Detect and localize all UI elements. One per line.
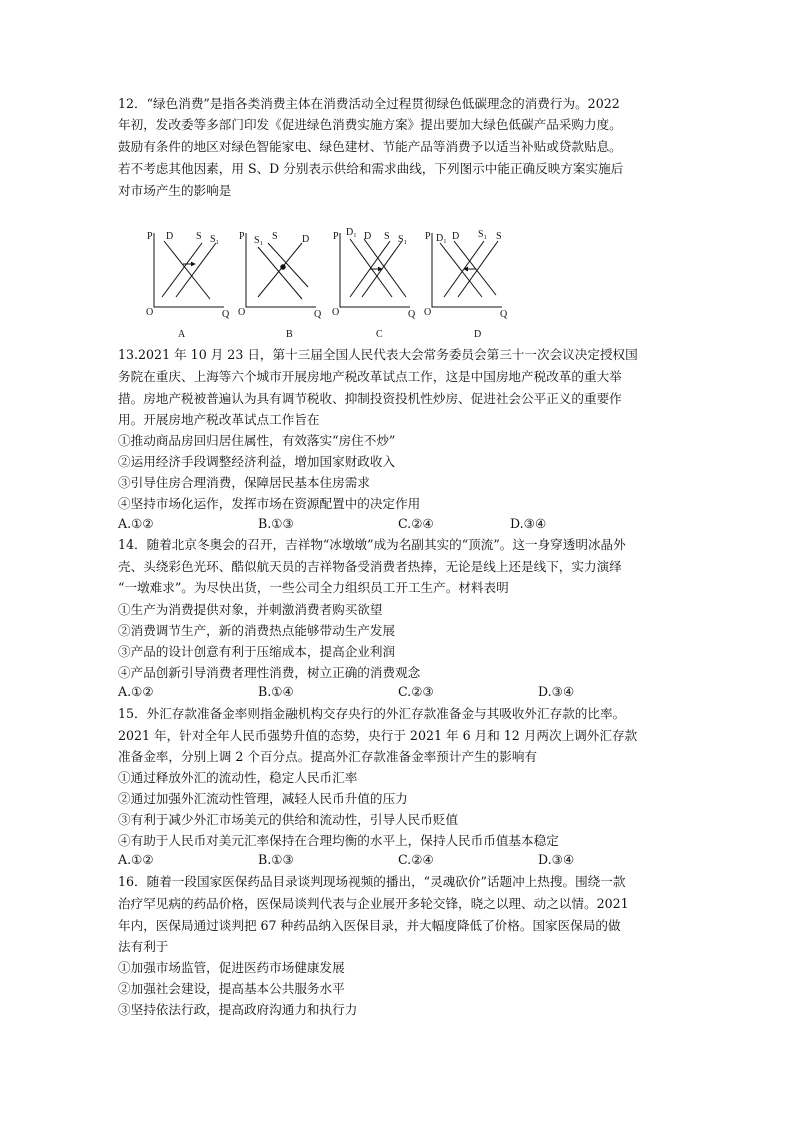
graph-c-curve-label: S₁: [398, 234, 408, 245]
question-16-line: 年内，医保局通过谈判把 67 种药品纳入医保目录，并大幅度降低了价格。国家医保局的做: [118, 918, 621, 933]
question-13-option-d: D.③④: [510, 516, 547, 531]
graph-c-q-label: Q: [408, 309, 416, 320]
graph-c-caption: C: [376, 329, 383, 340]
question-15-line: 2021 年，针对全年人民币强势升值的态势，央行于 2021 年 6 月和 12 月两次上调外汇存款: [118, 728, 638, 743]
question-15-line: 准备金率，分别上调 2 个百分点。提高外汇存款准备金率预计产生的影响有: [118, 749, 538, 764]
graph-d-o-label: O: [424, 307, 432, 318]
graph-a-curve-label: D: [166, 231, 174, 242]
graph-b-p-label: P: [239, 231, 245, 242]
graph-d-axes: [432, 233, 502, 307]
question-15-option-d: D.③④: [538, 852, 575, 867]
question-12-line: 对市场产生的影响是: [118, 183, 232, 198]
graph-a-demand-curve: [164, 241, 210, 299]
question-15-option-b: B.①③: [258, 852, 294, 867]
graph-d-demand-curve: [454, 241, 496, 295]
graph-b-labels: [238, 231, 322, 340]
graph-d-caption: D: [474, 329, 482, 340]
question-14-option-c: C.②③: [398, 684, 434, 699]
question-14-line: 壳、头绕彩色光环、酷似航天员的吉祥物备受消费者热捧，无论是线上还是线下，实力演绎: [118, 559, 622, 574]
graph-d-curve-label: S: [496, 231, 502, 242]
question-14-option-d: D.③④: [538, 684, 575, 699]
graph-d-demand-curve-new: [440, 243, 482, 297]
question-13-statement: ④坚持市场化运作，发挥市场在资源配置中的决定作用: [118, 496, 421, 511]
graph-d-curve-label: S₁: [478, 229, 488, 240]
graph-b-curve-label: S₁: [254, 235, 264, 246]
question-13-statement: ①推动商品房回归居住属性，有效落实“房住不炒”: [118, 433, 396, 448]
graph-d-curve-label: D: [452, 231, 460, 242]
graph-d-p-label: P: [425, 231, 431, 242]
graph-d: [432, 233, 502, 307]
question-14-statement: ①生产为消费提供对象，并刺激消费者购买欲望: [118, 602, 383, 617]
graph-c-o-label: O: [332, 307, 340, 318]
question-16-statement: ②加强社会建设，提高基本公共服务水平: [118, 981, 345, 996]
graph-a-o-label: O: [146, 307, 154, 318]
graph-c-curve-label: D: [364, 231, 372, 242]
question-13-option-a: A.①②: [118, 516, 154, 531]
question-13-line: 措。房地产税被普遍认为具有调节税收、抑制投资投机性炒房、促进社会公平正义的重要作: [118, 391, 622, 406]
graph-b-supply-curve: [268, 243, 308, 287]
supply-demand-graphs: [140, 225, 520, 345]
graph-d-curve-label: D₁: [436, 233, 447, 244]
graph-c-labels: [332, 227, 416, 340]
question-14-line: “一墩难求”。为尽快出货，一些公司全力组织员工开工生产。材料表明: [118, 580, 509, 595]
question-13-line: 用。开展房地产税改革试点工作旨在: [118, 412, 320, 427]
graph-b-curve-label: D: [302, 234, 310, 245]
graph-c-curve-label: D₁: [346, 227, 357, 238]
question-13-statement: ②运用经济手段调整经济利益，增加国家财政收入: [118, 454, 396, 469]
question-13-line: 13.2021 年 10 月 23 日，第十三届全国人民代表大会常务委员会第三十一次会议决定授权国: [118, 347, 638, 362]
graph-b-curve-label: S: [272, 231, 278, 242]
question-14-statement: ③产品的设计创意有利于压缩成本，提高企业利润: [118, 644, 396, 659]
question-16-line: 16．随着一段国家医保药品目录谈判现场视频的播出，“灵魂砍价”话题冲上热搜。围绕一款: [118, 874, 626, 889]
question-14-statement: ②消费调节生产，新的消费热点能够带动生产发展: [118, 623, 396, 638]
graph-a-p-label: P: [147, 231, 153, 242]
question-12-line: 年初，发改委等多部门印发《促进绿色消费实施方案》提出要加大绿色低碳产品采购力度。: [118, 117, 622, 132]
question-15-option-c: C.②④: [398, 852, 434, 867]
question-14-statement: ④产品创新引导消费者理性消费，树立正确的消费观念: [118, 665, 421, 680]
question-15-line: 15．外汇存款准备金率则指金融机构交存央行的外汇存款准备金与其吸收外汇存款的比率。: [118, 706, 626, 721]
graph-b-equilibrium-point: [281, 265, 285, 269]
graph-a-q-label: Q: [222, 309, 230, 320]
question-15-statement: ②通过加强外汇流动性管理，减轻人民币升值的压力: [118, 791, 408, 806]
graph-a-caption: A: [178, 329, 186, 340]
question-14-line: 14．随着北京冬奥会的召开，吉祥物“冰墩墩”成为名副其实的“顶流”。这一身穿透明冰晶外: [118, 537, 626, 552]
question-16-statement: ①加强市场监管，促进医药市场健康发展: [118, 960, 345, 975]
question-15-statement: ③有利于减少外汇市场美元的供给和流动性，引导人民币贬值: [118, 812, 459, 827]
graph-c-curve-label: S: [384, 231, 390, 242]
question-13-option-b: B.①③: [258, 516, 294, 531]
graph-b-q-label: Q: [314, 309, 322, 320]
graph-b-demand-curve: [258, 243, 302, 297]
question-15-statement: ①通过释放外汇的流动性，稳定人民币汇率: [118, 770, 358, 785]
question-13-line: 务院在重庆、上海等六个城市开展房地产税改革试点工作，这是中国房地产税改革的重大举: [118, 369, 622, 384]
question-12-line: 12．“绿色消费”是指各类消费主体在消费活动全过程贯彻绿色低碳理念的消费行为。2022: [118, 96, 620, 111]
question-15-option-a: A.①②: [118, 852, 154, 867]
question-14-option-b: B.①④: [258, 684, 294, 699]
question-12-line: 鼓励有条件的地区对绿色智能家电、绿色建材、节能产品等消费予以适当补贴或贷款贴息。: [118, 139, 622, 154]
graph-a-curve-label: S: [196, 231, 202, 242]
question-15-statement: ④有助于人民币对美元汇率保持在合理均衡的水平上，保持人民币币值基本稳定: [118, 833, 559, 848]
graph-b-o-label: O: [238, 307, 246, 318]
graph-d-labels: [424, 229, 508, 340]
question-16-statement: ③坚持依法行政，提高政府沟通力和执行力: [118, 1002, 358, 1017]
question-13-statement: ③引导住房合理消费，保障居民基本住房需求: [118, 475, 370, 490]
graph-b-caption: B: [286, 329, 293, 340]
graph-a-curve-label: S₁: [210, 234, 220, 245]
question-12-line: 若不考虑其他因素，用 S、D 分别表示供给和需求曲线，下列图示中能正确反映方案实施后: [118, 161, 624, 176]
graph-d-q-label: Q: [500, 309, 508, 320]
question-14-option-a: A.①②: [118, 684, 154, 699]
question-16-line: 治疗罕见病的药品价格，医保局谈判代表与企业展开多轮交锋，晓之以理、动之以情。2021: [118, 896, 629, 911]
graph-a-labels: [146, 231, 230, 340]
question-13-option-c: C.②④: [398, 516, 434, 531]
graph-c-p-label: P: [333, 231, 339, 242]
question-16-line: 法有利于: [118, 939, 169, 954]
